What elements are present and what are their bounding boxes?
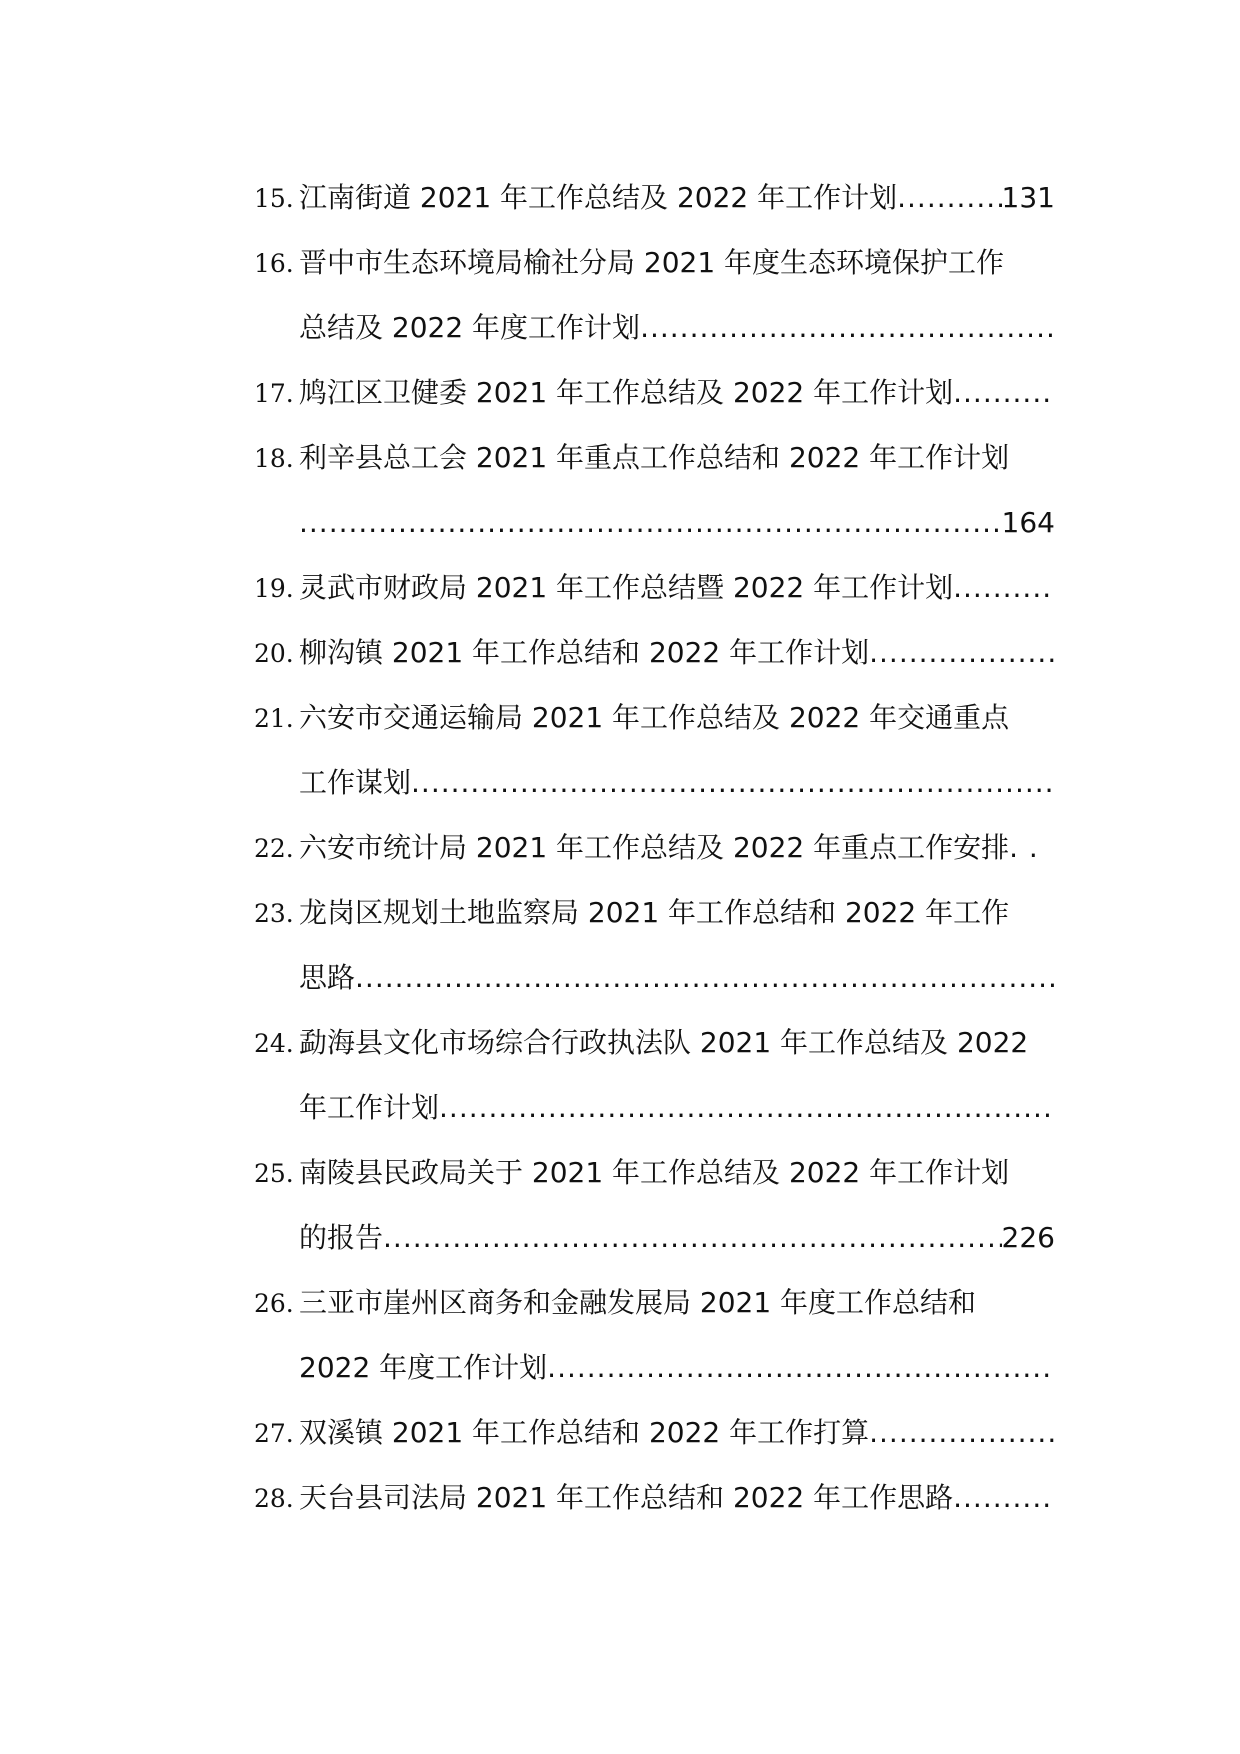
toc-leader-dots [953, 360, 1055, 425]
toc-entry-title: 总结及 2022 年度工作计划 [299, 311, 641, 344]
toc-leader-dots [299, 490, 1002, 555]
toc-entry-number: 28. [254, 1484, 294, 1513]
toc-entry-title: 六安市交通运输局 2021 年工作总结及 2022 年交通重点 [299, 701, 1010, 734]
toc-entry[interactable] [254, 1140, 1055, 1270]
toc-entry-title: 柳沟镇 2021 年工作总结和 2022 年工作计划 [299, 636, 870, 669]
toc-entry-title: 鸠江区卫健委 2021 年工作总结及 2022 年工作计划 [299, 376, 954, 409]
toc-line [254, 360, 1055, 425]
toc-entry-title: 江南街道 2021 年工作总结及 2022 年工作计划 [299, 181, 898, 214]
toc-entry-title: 利辛县总工会 2021 年重点工作总结和 2022 年工作计划 [299, 441, 1010, 474]
toc-entry-title: 晋中市生态环境局榆社分局 2021 年度生态环境保护工作 [299, 246, 1005, 279]
table-of-contents [254, 165, 1055, 1530]
toc-entry-title: 天台县司法局 2021 年工作总结和 2022 年工作思路 [299, 1481, 954, 1514]
toc-entry[interactable] [254, 620, 1055, 685]
toc-entry-number: 18. [254, 444, 294, 473]
toc-entry-title: 南陵县民政局关于 2021 年工作总结及 2022 年工作计划 [299, 1156, 1010, 1189]
toc-line [254, 230, 1055, 295]
toc-leader-dots [411, 750, 1055, 815]
toc-line [254, 685, 1055, 750]
toc-leader-dots [547, 1335, 1055, 1400]
toc-entry[interactable] [254, 360, 1055, 425]
toc-line [254, 165, 1055, 230]
toc-entry-number: 26. [254, 1289, 294, 1318]
toc-entry-number: 22. [254, 834, 294, 863]
toc-line [254, 1140, 1055, 1205]
toc-line [254, 750, 1055, 815]
toc-entry[interactable] [254, 1010, 1055, 1140]
toc-line [254, 1400, 1055, 1465]
toc-line [254, 425, 1055, 490]
toc-line [254, 295, 1055, 360]
toc-entry-number: 15. [254, 184, 294, 213]
toc-entry-title: 三亚市崖州区商务和金融发展局 2021 年度工作总结和 [299, 1286, 977, 1319]
toc-entry-title: 工作谋划 [299, 766, 412, 799]
toc-entry-title: 双溪镇 2021 年工作总结和 2022 年工作打算 [299, 1416, 870, 1449]
toc-entry-title: 勐海县文化市场综合行政执法队 2021 年工作总结及 2022 [299, 1026, 1029, 1059]
toc-entry[interactable] [254, 1270, 1055, 1400]
toc-leader-dots [1009, 815, 1039, 880]
toc-entry-number: 21. [254, 704, 294, 733]
toc-page-number: 226 [1001, 1221, 1055, 1254]
toc-entry[interactable] [254, 555, 1055, 620]
toc-leader-dots [953, 1465, 1055, 1530]
toc-entry[interactable] [254, 1400, 1055, 1465]
toc-entry-number: 24. [254, 1029, 294, 1058]
toc-entry-number: 27. [254, 1419, 294, 1448]
toc-page-number: 131 [1001, 181, 1055, 214]
toc-line [254, 945, 1055, 1010]
toc-line [254, 1465, 1055, 1530]
toc-leader-dots [869, 620, 1055, 685]
toc-entry[interactable] [254, 230, 1055, 360]
toc-entry-number: 19. [254, 574, 294, 603]
toc-leader-dots [640, 295, 1055, 360]
toc-entry-number: 20. [254, 639, 294, 668]
toc-entry[interactable] [254, 1465, 1055, 1530]
toc-entry-title: 思路 [299, 961, 356, 994]
toc-entry-title: 的报告 [299, 1221, 384, 1254]
toc-leader-dots [869, 1400, 1055, 1465]
toc-line [254, 620, 1055, 685]
toc-line [254, 555, 1055, 620]
toc-entry-number: 23. [254, 899, 294, 928]
toc-entry-number: 16. [254, 249, 294, 278]
toc-leader-dots [953, 555, 1055, 620]
toc-entry-title: 灵武市财政局 2021 年工作总结暨 2022 年工作计划 [299, 571, 954, 604]
toc-entry[interactable] [254, 685, 1055, 815]
toc-entry[interactable] [254, 425, 1055, 555]
toc-leader-dots [383, 1205, 1002, 1270]
toc-leader-dots [439, 1075, 1055, 1140]
toc-leader-dots [897, 165, 1001, 230]
toc-line [254, 1270, 1055, 1335]
toc-entry-title: 2022 年度工作计划 [299, 1351, 548, 1384]
toc-line [254, 880, 1055, 945]
toc-page-number: 164 [1001, 506, 1055, 539]
toc-entry-number: 25. [254, 1159, 294, 1188]
toc-line [254, 1205, 1055, 1270]
toc-leader-dots [355, 945, 1055, 1010]
toc-line [254, 815, 1055, 880]
toc-entry[interactable] [254, 165, 1055, 230]
toc-entry-title: 龙岗区规划土地监察局 2021 年工作总结和 2022 年工作 [299, 896, 1010, 929]
toc-entry-title: 年工作计划 [299, 1091, 440, 1124]
toc-entry-title: 六安市统计局 2021 年工作总结及 2022 年重点工作安排 [299, 831, 1010, 864]
toc-entry-number: 17. [254, 379, 294, 408]
toc-line [254, 1335, 1055, 1400]
toc-line [254, 490, 1055, 555]
toc-entry[interactable] [254, 815, 1055, 880]
toc-entry[interactable] [254, 880, 1055, 1010]
toc-line [254, 1010, 1055, 1075]
toc-line [254, 1075, 1055, 1140]
